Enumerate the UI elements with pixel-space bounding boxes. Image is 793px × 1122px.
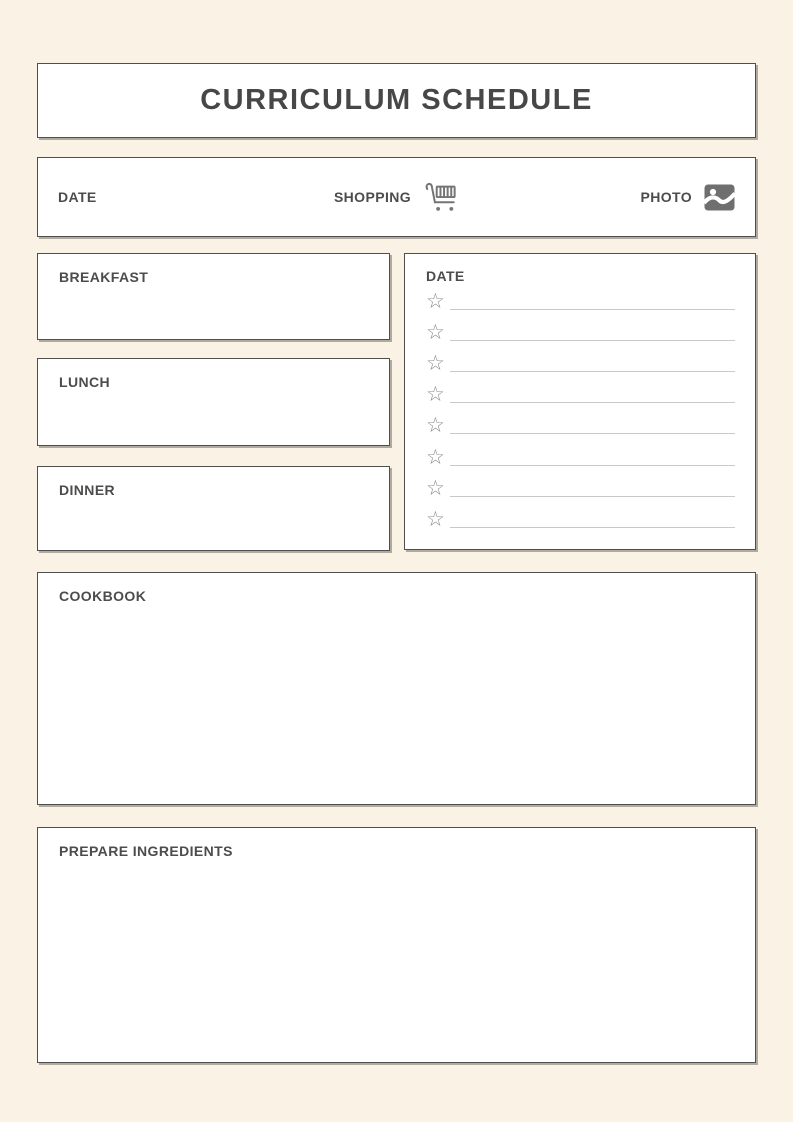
photo-label: PHOTO — [640, 189, 692, 205]
title-box — [37, 63, 756, 138]
write-in-line — [450, 371, 735, 372]
star-icon: ☆ — [426, 352, 445, 376]
star-icon: ☆ — [426, 290, 445, 314]
breakfast-label: BREAKFAST — [59, 269, 149, 285]
date-field-label: DATE — [58, 189, 97, 205]
checklist-row — [426, 410, 735, 441]
checklist-row — [426, 504, 735, 535]
star-icon: ☆ — [426, 414, 445, 438]
shopping-label: SHOPPING — [333, 189, 412, 205]
photo-image-icon — [704, 184, 735, 211]
checklist-row — [426, 441, 735, 472]
info-bar — [37, 157, 756, 237]
checklist-row — [426, 379, 735, 410]
star-icon: ☆ — [426, 383, 445, 407]
write-in-line — [450, 402, 735, 403]
breakfast-box — [37, 253, 390, 340]
lunch-label: LUNCH — [59, 374, 110, 390]
page-title: CURRICULUM SCHEDULE — [200, 84, 593, 116]
dinner-box — [37, 466, 390, 551]
write-in-line — [450, 433, 735, 434]
date-checklist-box — [404, 253, 756, 550]
write-in-line — [450, 496, 735, 497]
checklist-row — [426, 286, 735, 317]
star-icon: ☆ — [426, 445, 445, 469]
star-icon: ☆ — [426, 476, 445, 500]
cookbook-label: COOKBOOK — [59, 588, 147, 604]
cookbook-box — [37, 572, 756, 805]
shopping-cart-icon — [421, 181, 459, 215]
checklist-row — [426, 348, 735, 379]
dinner-label: DINNER — [59, 482, 116, 498]
checklist-row — [426, 317, 735, 348]
checklist-title: DATE — [426, 268, 465, 284]
star-icon: ☆ — [426, 507, 445, 531]
star-icon: ☆ — [426, 321, 445, 345]
write-in-line — [450, 340, 735, 341]
prepare-ingredients-box — [37, 827, 756, 1063]
prepare-ingredients-label: PREPARE INGREDIENTS — [59, 843, 233, 859]
write-in-line — [450, 465, 735, 466]
photo-field — [640, 184, 735, 211]
lunch-box — [37, 358, 390, 446]
write-in-line — [450, 527, 735, 528]
shopping-field — [334, 179, 459, 215]
write-in-line — [450, 309, 735, 310]
checklist-row — [426, 473, 735, 504]
